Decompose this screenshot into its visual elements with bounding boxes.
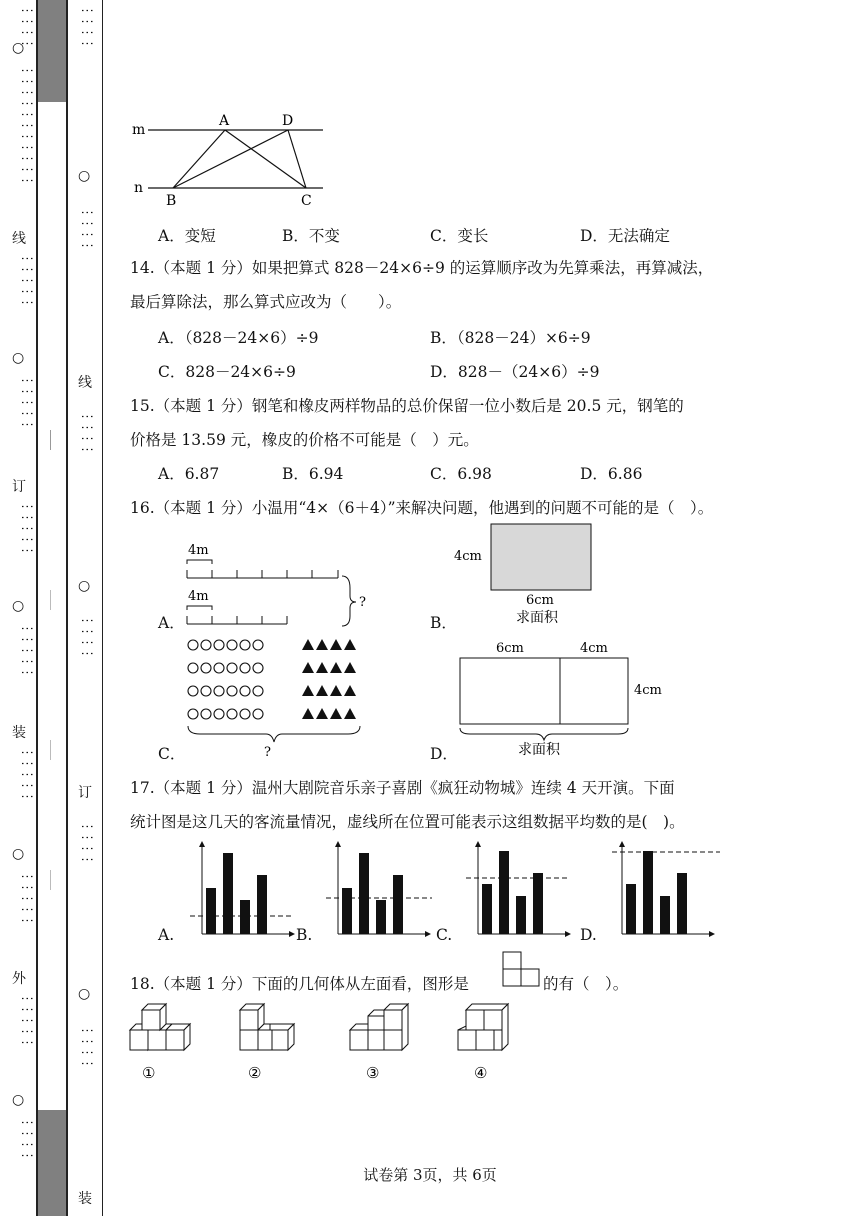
dotted-line: ⋮⋮⋮⋮⋮ xyxy=(19,746,34,801)
circle-mark: ○ xyxy=(78,986,91,1002)
seg-question: ? xyxy=(359,595,366,610)
inner-label-line: 线 xyxy=(78,375,92,391)
grey-block-bottom xyxy=(38,1110,66,1216)
solid-2 xyxy=(240,1004,294,1050)
q15-option-d[interactable]: D．6.86 xyxy=(580,465,643,483)
solid-4 xyxy=(458,1004,508,1050)
dotted-line: ⋮⋮⋮⋮⋮ xyxy=(19,252,34,307)
dotted-line: ⋮⋮⋮⋮ xyxy=(79,410,94,454)
q16-option-d-label[interactable]: D． xyxy=(430,745,458,763)
mini-chart-c xyxy=(466,844,570,934)
circle-mark: ○ xyxy=(12,846,25,862)
q13-option-d[interactable]: D．无法确定 xyxy=(580,227,670,245)
dotted-line: ⋮⋮⋮⋮ xyxy=(79,1024,94,1068)
q18-line1a: 18.（本题 1 分）下面的几何体从左面看，图形是 xyxy=(130,975,469,993)
rect-d-side: 4cm xyxy=(634,683,662,698)
q15-option-c[interactable]: C．6.98 xyxy=(430,465,492,483)
dotted-line: ⋮⋮⋮⋮ xyxy=(19,4,34,48)
label-A: A xyxy=(219,113,230,129)
circles-triangles-figure xyxy=(180,632,380,760)
q17-option-a-label[interactable]: A. xyxy=(158,926,175,944)
solid-label-1: ① xyxy=(142,1064,156,1082)
q17-option-d-label[interactable]: D. xyxy=(580,926,597,944)
circle-mark: ○ xyxy=(78,578,91,594)
q13-option-b[interactable]: B．不变 xyxy=(282,227,340,245)
label-D: D xyxy=(282,113,294,129)
q13-option-c[interactable]: C．变长 xyxy=(430,227,489,245)
circle-mark: ○ xyxy=(12,40,25,56)
q17-line1: 17.（本题 1 分）温州大剧院音乐亲子喜剧《疯狂动物城》连续 4 天开演。下面 xyxy=(130,779,675,797)
label-C: C xyxy=(301,193,312,208)
dotted-line: ⋮⋮⋮⋮⋮⋮⋮⋮⋮⋮⋮ xyxy=(19,64,34,185)
q14-line2: 最后算除法，那么算式应改为（ ）。 xyxy=(130,293,402,311)
rect-b-side: 4cm xyxy=(454,549,482,564)
q17-line2: 统计图是这几天的客流量情况，虚线所在位置可能表示这组数据平均数的是( )。 xyxy=(130,813,685,831)
q15-option-a[interactable]: A．6.87 xyxy=(158,465,220,483)
q14-option-a[interactable]: A．（828－24×6）÷9 xyxy=(158,329,319,347)
margin-label-zhuang: 装 xyxy=(12,725,26,741)
q15-line2: 价格是 13.59 元，橡皮的价格不可能是（ ）元。 xyxy=(130,431,479,449)
q14-option-c[interactable]: C．828－24×6÷9 xyxy=(158,363,296,381)
q16-option-b-label[interactable]: B． xyxy=(430,614,457,632)
circle-mark: ○ xyxy=(12,1092,25,1108)
mini-chart-d xyxy=(612,844,720,934)
dotted-line: ⋮⋮⋮⋮⋮ xyxy=(19,500,34,555)
q15-option-b[interactable]: B．6.94 xyxy=(282,465,344,483)
parallel-lines-figure xyxy=(128,108,338,208)
rect-d-left: 6cm xyxy=(496,641,524,656)
dotted-line: ⋮⋮⋮⋮ xyxy=(79,206,94,250)
q18-line1b: 的有（ ）。 xyxy=(543,975,629,993)
rectangle-figure-d xyxy=(452,636,682,760)
label-n: n xyxy=(134,180,144,196)
binding-strip xyxy=(36,0,68,1216)
margin-label-ding: 订 xyxy=(12,479,26,495)
dotted-line: ⋮⋮⋮⋮ xyxy=(19,1116,34,1160)
grey-block-top xyxy=(38,0,66,102)
margin-label-line: 线 xyxy=(12,231,26,247)
circles-group xyxy=(188,640,263,719)
mini-chart-b xyxy=(326,844,432,934)
seg-label-2: 4m xyxy=(188,589,209,604)
q14-option-b[interactable]: B．（828－24）×6÷9 xyxy=(430,329,591,347)
page-footer: 试卷第 3页，共 6页 xyxy=(363,1166,497,1184)
dotted-line: ⋮⋮⋮⋮⋮ xyxy=(19,374,34,429)
q13-option-a[interactable]: A．变短 xyxy=(158,227,216,245)
margin-label-wai: 外 xyxy=(12,971,26,987)
rect-d-right: 4cm xyxy=(580,641,608,656)
dotted-line: ⋮⋮⋮⋮⋮ xyxy=(19,870,34,925)
rectangle-figure-b xyxy=(452,520,612,630)
solid-1 xyxy=(130,1004,190,1050)
dotted-line: ⋮⋮⋮⋮ xyxy=(79,820,94,864)
dotted-line: ⋮⋮⋮⋮ xyxy=(79,4,94,48)
label-B: B xyxy=(166,193,177,208)
triangles-group xyxy=(302,639,356,719)
circle-mark: ○ xyxy=(12,598,25,614)
q14-line1: 14.（本题 1 分）如果把算式 828－24×6÷9 的运算顺序改为先算乘法，再算减法， xyxy=(130,259,714,277)
q16-line1: 16.（本题 1 分）小温用“4×（6＋4）”来解决问题，他遇到的问题不可能的是（ ）。 xyxy=(130,499,714,517)
solid-label-3: ③ xyxy=(366,1064,380,1082)
dotted-line: ⋮⋮⋮⋮ xyxy=(79,614,94,658)
segment-diagram xyxy=(180,540,380,630)
circle-mark: ○ xyxy=(12,350,25,366)
circle-mark: ○ xyxy=(78,168,91,184)
inner-label-ding: 订 xyxy=(78,785,92,801)
solid-label-2: ② xyxy=(248,1064,262,1082)
mini-chart-a xyxy=(190,844,292,934)
left-view-shape xyxy=(501,950,543,988)
rect-b-bottom: 6cm xyxy=(526,593,554,608)
label-m: m xyxy=(132,122,146,138)
seg-label-1: 4m xyxy=(188,543,209,558)
q16-option-a-label[interactable]: A． xyxy=(158,614,185,632)
q14-option-d[interactable]: D．828－（24×6）÷9 xyxy=(430,363,600,381)
rect-b-caption: 求面积 xyxy=(516,610,558,626)
solid-3 xyxy=(350,1004,408,1050)
q17-option-c-label[interactable]: C. xyxy=(436,926,453,944)
q16-option-c-label[interactable]: C． xyxy=(158,745,186,763)
cube-solids-group xyxy=(128,996,528,1086)
binding-margin-outer xyxy=(0,0,36,1216)
q17-option-b-label[interactable]: B. xyxy=(296,926,313,944)
rect-d-caption: 求面积 xyxy=(518,742,560,758)
dotted-line: ⋮⋮⋮⋮⋮ xyxy=(19,992,34,1047)
binding-margin-inner xyxy=(70,0,103,1216)
solid-label-4: ④ xyxy=(474,1064,488,1082)
dotted-line: ⋮⋮⋮⋮⋮ xyxy=(19,622,34,677)
bar-charts-group xyxy=(180,838,740,942)
q15-line1: 15.（本题 1 分）钢笔和橡皮两样物品的总价保留一位小数后是 20.5 元，钢笔的 xyxy=(130,397,684,415)
inner-label-zhuang: 装 xyxy=(78,1191,92,1207)
circles-question: ? xyxy=(264,745,271,760)
